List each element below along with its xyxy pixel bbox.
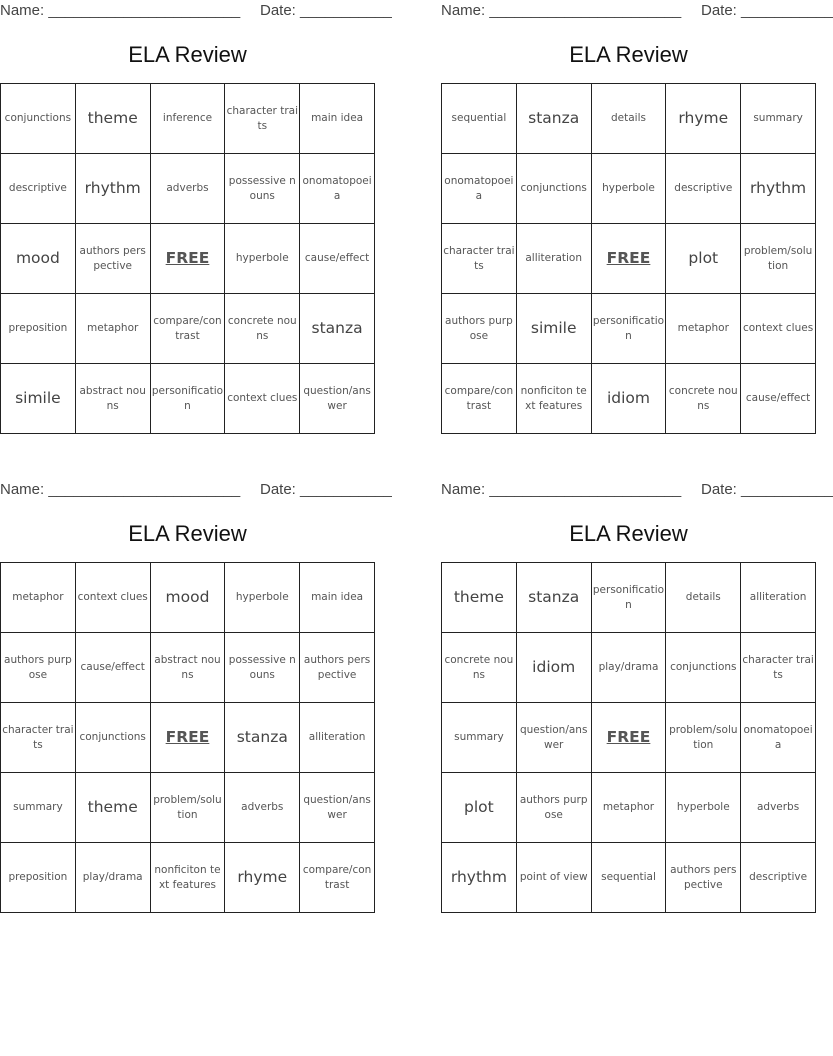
bingo-card-2 — [441, 0, 833, 434]
bingo-cell[interactable]: simile — [516, 294, 591, 364]
bingo-cell[interactable]: cause/effect — [741, 364, 816, 434]
bingo-cell[interactable]: metaphor — [591, 773, 666, 843]
bingo-cell[interactable]: play/drama — [591, 633, 666, 703]
name-field[interactable]: Name: _______________________ — [441, 481, 682, 498]
date-field[interactable]: Date: ___________ — [260, 2, 392, 19]
bingo-cell[interactable]: theme — [442, 563, 517, 633]
card-header — [441, 0, 833, 22]
bingo-cell[interactable]: authors perspective — [300, 633, 375, 703]
bingo-cell[interactable]: problem/solution — [741, 224, 816, 294]
bingo-cell[interactable]: main idea — [300, 563, 375, 633]
bingo-grid — [0, 83, 375, 434]
bingo-cell[interactable]: alliteration — [300, 703, 375, 773]
bingo-cell[interactable]: problem/solution — [150, 773, 225, 843]
bingo-cell[interactable]: conjunctions — [516, 154, 591, 224]
bingo-cell[interactable]: conjunctions — [75, 703, 150, 773]
bingo-cell[interactable]: authors purpose — [516, 773, 591, 843]
bingo-cell[interactable]: concrete nouns — [666, 364, 741, 434]
bingo-cell[interactable]: stanza — [300, 294, 375, 364]
bingo-card-4 — [441, 479, 833, 913]
bingo-card-3 — [0, 479, 392, 913]
bingo-cell[interactable]: hyperbole — [666, 773, 741, 843]
card-header — [441, 479, 833, 501]
bingo-cell[interactable]: stanza — [516, 84, 591, 154]
bingo-cell[interactable]: metaphor — [75, 294, 150, 364]
bingo-cell[interactable]: question/answer — [516, 703, 591, 773]
bingo-cell[interactable]: onomatopoeia — [741, 703, 816, 773]
date-field[interactable]: Date: ___________ — [701, 2, 833, 19]
bingo-cell[interactable]: concrete nouns — [442, 633, 517, 703]
bingo-cell[interactable]: abstract nouns — [150, 633, 225, 703]
bingo-cell[interactable]: context clues — [225, 364, 300, 434]
bingo-cell[interactable]: plot — [442, 773, 517, 843]
bingo-cell[interactable]: question/answer — [300, 364, 375, 434]
bingo-cell[interactable]: details — [591, 84, 666, 154]
bingo-cell[interactable]: rhythm — [75, 154, 150, 224]
bingo-cell[interactable]: alliteration — [516, 224, 591, 294]
card-title: ELA Review — [569, 42, 688, 67]
bingo-cell[interactable]: play/drama — [75, 843, 150, 913]
bingo-cell[interactable]: character traits — [225, 84, 300, 154]
bingo-cell[interactable]: summary — [741, 84, 816, 154]
bingo-cell[interactable]: main idea — [300, 84, 375, 154]
bingo-cell[interactable]: simile — [1, 364, 76, 434]
bingo-cell[interactable]: rhyme — [666, 84, 741, 154]
bingo-cell[interactable]: authors perspective — [666, 843, 741, 913]
bingo-cell[interactable]: abstract nouns — [75, 364, 150, 434]
bingo-cell[interactable]: preposition — [1, 294, 76, 364]
bingo-cell[interactable]: adverbs — [150, 154, 225, 224]
bingo-cell[interactable]: inference — [150, 84, 225, 154]
bingo-cell[interactable]: descriptive — [741, 843, 816, 913]
bingo-cell[interactable]: authors purpose — [442, 294, 517, 364]
bingo-cell[interactable]: plot — [666, 224, 741, 294]
bingo-cell[interactable]: hyperbole — [225, 224, 300, 294]
bingo-card-1 — [0, 0, 392, 434]
bingo-cell[interactable]: cause/effect — [75, 633, 150, 703]
bingo-cell[interactable]: character traits — [1, 703, 76, 773]
bingo-cell[interactable]: stanza — [225, 703, 300, 773]
bingo-cell[interactable]: character traits — [741, 633, 816, 703]
bingo-cell[interactable]: hyperbole — [591, 154, 666, 224]
bingo-cell[interactable]: sequential — [591, 843, 666, 913]
date-field[interactable]: Date: ___________ — [701, 481, 833, 498]
bingo-cell[interactable]: possessive nouns — [225, 154, 300, 224]
free-space-cell[interactable]: FREE — [150, 703, 225, 773]
bingo-cell[interactable]: sequential — [442, 84, 517, 154]
bingo-cell[interactable]: alliteration — [741, 563, 816, 633]
free-space-cell[interactable]: FREE — [591, 703, 666, 773]
bingo-cell[interactable]: personification — [591, 563, 666, 633]
bingo-cell[interactable]: cause/effect — [300, 224, 375, 294]
bingo-cell[interactable]: preposition — [1, 843, 76, 913]
bingo-cell[interactable]: context clues — [75, 563, 150, 633]
bingo-cell[interactable]: rhyme — [225, 843, 300, 913]
free-space-cell[interactable]: FREE — [591, 224, 666, 294]
card-header — [0, 0, 392, 22]
bingo-cell[interactable]: descriptive — [666, 154, 741, 224]
name-field[interactable]: Name: _______________________ — [0, 481, 241, 498]
date-field[interactable]: Date: ___________ — [260, 481, 392, 498]
bingo-cell[interactable]: compare/contrast — [442, 364, 517, 434]
bingo-cell[interactable]: mood — [150, 563, 225, 633]
bingo-cell[interactable]: summary — [442, 703, 517, 773]
bingo-cell[interactable]: rhythm — [442, 843, 517, 913]
bingo-cell[interactable]: details — [666, 563, 741, 633]
bingo-cell[interactable]: authors perspective — [75, 224, 150, 294]
bingo-cell[interactable]: personification — [591, 294, 666, 364]
name-field[interactable]: Name: _______________________ — [441, 2, 682, 19]
bingo-cell[interactable]: stanza — [516, 563, 591, 633]
bingo-cell[interactable]: point of view — [516, 843, 591, 913]
card-title: ELA Review — [128, 521, 247, 546]
bingo-cell[interactable]: metaphor — [1, 563, 76, 633]
name-field[interactable]: Name: _______________________ — [0, 2, 241, 19]
bingo-cell[interactable]: mood — [1, 224, 76, 294]
card-title: ELA Review — [569, 521, 688, 546]
bingo-grid — [441, 562, 816, 913]
bingo-cell[interactable]: descriptive — [1, 154, 76, 224]
card-title: ELA Review — [128, 42, 247, 67]
bingo-cell[interactable]: concrete nouns — [225, 294, 300, 364]
bingo-cell[interactable]: metaphor — [666, 294, 741, 364]
bingo-cell[interactable]: rhythm — [741, 154, 816, 224]
bingo-cell[interactable]: compare/contrast — [300, 843, 375, 913]
bingo-cell[interactable]: idiom — [591, 364, 666, 434]
bingo-grid — [0, 562, 375, 913]
bingo-cell[interactable]: adverbs — [225, 773, 300, 843]
card-header — [0, 479, 392, 501]
bingo-cell[interactable]: nonficiton text features — [516, 364, 591, 434]
bingo-cell[interactable]: nonficiton text features — [150, 843, 225, 913]
bingo-cell[interactable]: conjunctions — [1, 84, 76, 154]
bingo-cell[interactable]: context clues — [741, 294, 816, 364]
bingo-cell[interactable]: idiom — [516, 633, 591, 703]
bingo-cell[interactable]: theme — [75, 84, 150, 154]
free-space-cell[interactable]: FREE — [150, 224, 225, 294]
bingo-cell[interactable]: conjunctions — [666, 633, 741, 703]
bingo-cell[interactable]: problem/solution — [666, 703, 741, 773]
bingo-cell[interactable]: onomatopoeia — [442, 154, 517, 224]
bingo-cell[interactable]: theme — [75, 773, 150, 843]
bingo-cell[interactable]: onomatopoeia — [300, 154, 375, 224]
bingo-cell[interactable]: summary — [1, 773, 76, 843]
bingo-cell[interactable]: question/answer — [300, 773, 375, 843]
bingo-cell[interactable]: character traits — [442, 224, 517, 294]
bingo-cell[interactable]: hyperbole — [225, 563, 300, 633]
bingo-cell[interactable]: adverbs — [741, 773, 816, 843]
bingo-grid — [441, 83, 816, 434]
bingo-cell[interactable]: personification — [150, 364, 225, 434]
bingo-cell[interactable]: possessive nouns — [225, 633, 300, 703]
bingo-cell[interactable]: authors purpose — [1, 633, 76, 703]
bingo-cell[interactable]: compare/contrast — [150, 294, 225, 364]
